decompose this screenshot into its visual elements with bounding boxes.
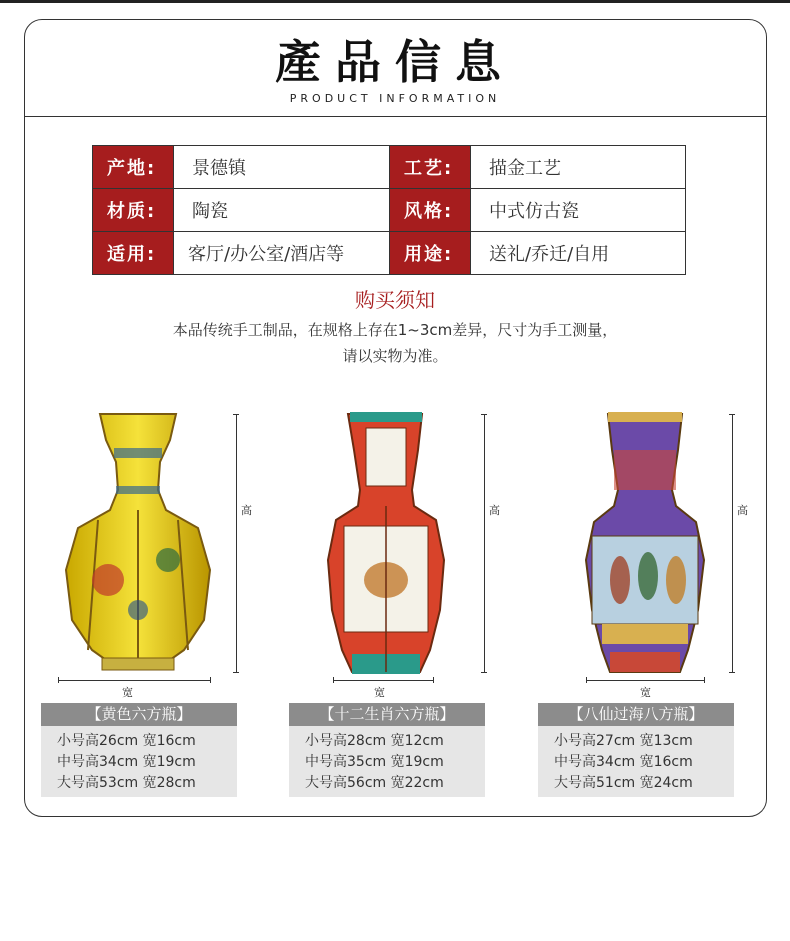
spec-line-large: 大号高51cm 宽24cm — [554, 775, 693, 791]
product-info-table — [92, 145, 686, 275]
info-value-craft: 描金工艺 — [471, 146, 686, 189]
dimension-tick — [210, 677, 211, 683]
width-label: 宽 — [122, 686, 133, 699]
eight-immortals-octagonal-vase-image — [578, 410, 712, 675]
width-dimension-line — [333, 680, 433, 681]
dimension-tick — [58, 677, 59, 683]
info-value-usage: 客厅/办公室/酒店等 — [174, 232, 390, 275]
height-label: 高 — [241, 504, 252, 517]
product-name: 【黄色六方瓶】 — [41, 703, 237, 726]
notice-line: 请以实物为准。 — [342, 347, 448, 365]
notice-text — [0, 317, 790, 369]
width-dimension-line — [58, 680, 210, 681]
spec-line-medium: 中号高35cm 宽19cm — [305, 754, 444, 770]
product-name: 【八仙过海八方瓶】 — [538, 703, 734, 726]
info-label-usage: 适用: — [93, 232, 174, 275]
spec-line-large: 大号高56cm 宽22cm — [305, 775, 444, 791]
product-specs — [289, 726, 485, 797]
height-label: 高 — [489, 504, 500, 517]
dimension-tick — [433, 677, 434, 683]
zodiac-hexagonal-vase-image — [322, 410, 450, 678]
spec-line-small: 小号高27cm 宽13cm — [554, 733, 693, 749]
info-row — [93, 232, 686, 275]
info-row — [93, 146, 686, 189]
top-border — [0, 0, 790, 3]
height-dimension-line — [236, 414, 237, 672]
page-subtitle: PRODUCT INFORMATION — [289, 92, 501, 105]
info-label-purpose: 用途: — [390, 232, 471, 275]
info-row — [93, 189, 686, 232]
width-label: 宽 — [374, 686, 385, 699]
height-dimension-line — [484, 414, 485, 672]
info-value-purpose: 送礼/乔迁/自用 — [471, 232, 686, 275]
height-label: 高 — [737, 504, 748, 517]
info-value-material: 陶瓷 — [174, 189, 390, 232]
yellow-hexagonal-vase-image — [58, 410, 218, 675]
dimension-tick — [481, 672, 487, 673]
spec-line-small: 小号高26cm 宽16cm — [57, 733, 196, 749]
product-specs — [538, 726, 734, 797]
height-dimension-line — [732, 414, 733, 672]
page-title: 產品信息 — [275, 35, 515, 89]
dimension-tick — [481, 414, 487, 415]
dimension-tick — [333, 677, 334, 683]
notice-line: 本品传统手工制品，在规格上存在1~3cm差异，尺寸为手工测量， — [172, 321, 618, 339]
info-value-origin: 景德镇 — [174, 146, 390, 189]
spec-line-large: 大号高53cm 宽28cm — [57, 775, 196, 791]
info-label-style: 风格: — [390, 189, 471, 232]
dimension-tick — [233, 672, 239, 673]
info-label-material: 材质: — [93, 189, 174, 232]
dimension-tick — [586, 677, 587, 683]
width-dimension-line — [586, 680, 704, 681]
width-label: 宽 — [640, 686, 651, 699]
dimension-tick — [233, 414, 239, 415]
notice-title: 购买须知 — [355, 288, 435, 312]
spec-line-medium: 中号高34cm 宽19cm — [57, 754, 196, 770]
info-label-origin: 产地: — [93, 146, 174, 189]
spec-line-small: 小号高28cm 宽12cm — [305, 733, 444, 749]
dimension-tick — [729, 414, 735, 415]
dimension-tick — [729, 672, 735, 673]
dimension-tick — [704, 677, 705, 683]
info-label-craft: 工艺: — [390, 146, 471, 189]
header-divider — [24, 116, 767, 117]
product-name: 【十二生肖六方瓶】 — [289, 703, 485, 726]
spec-line-medium: 中号高34cm 宽16cm — [554, 754, 693, 770]
info-value-style: 中式仿古瓷 — [471, 189, 686, 232]
product-specs — [41, 726, 237, 797]
